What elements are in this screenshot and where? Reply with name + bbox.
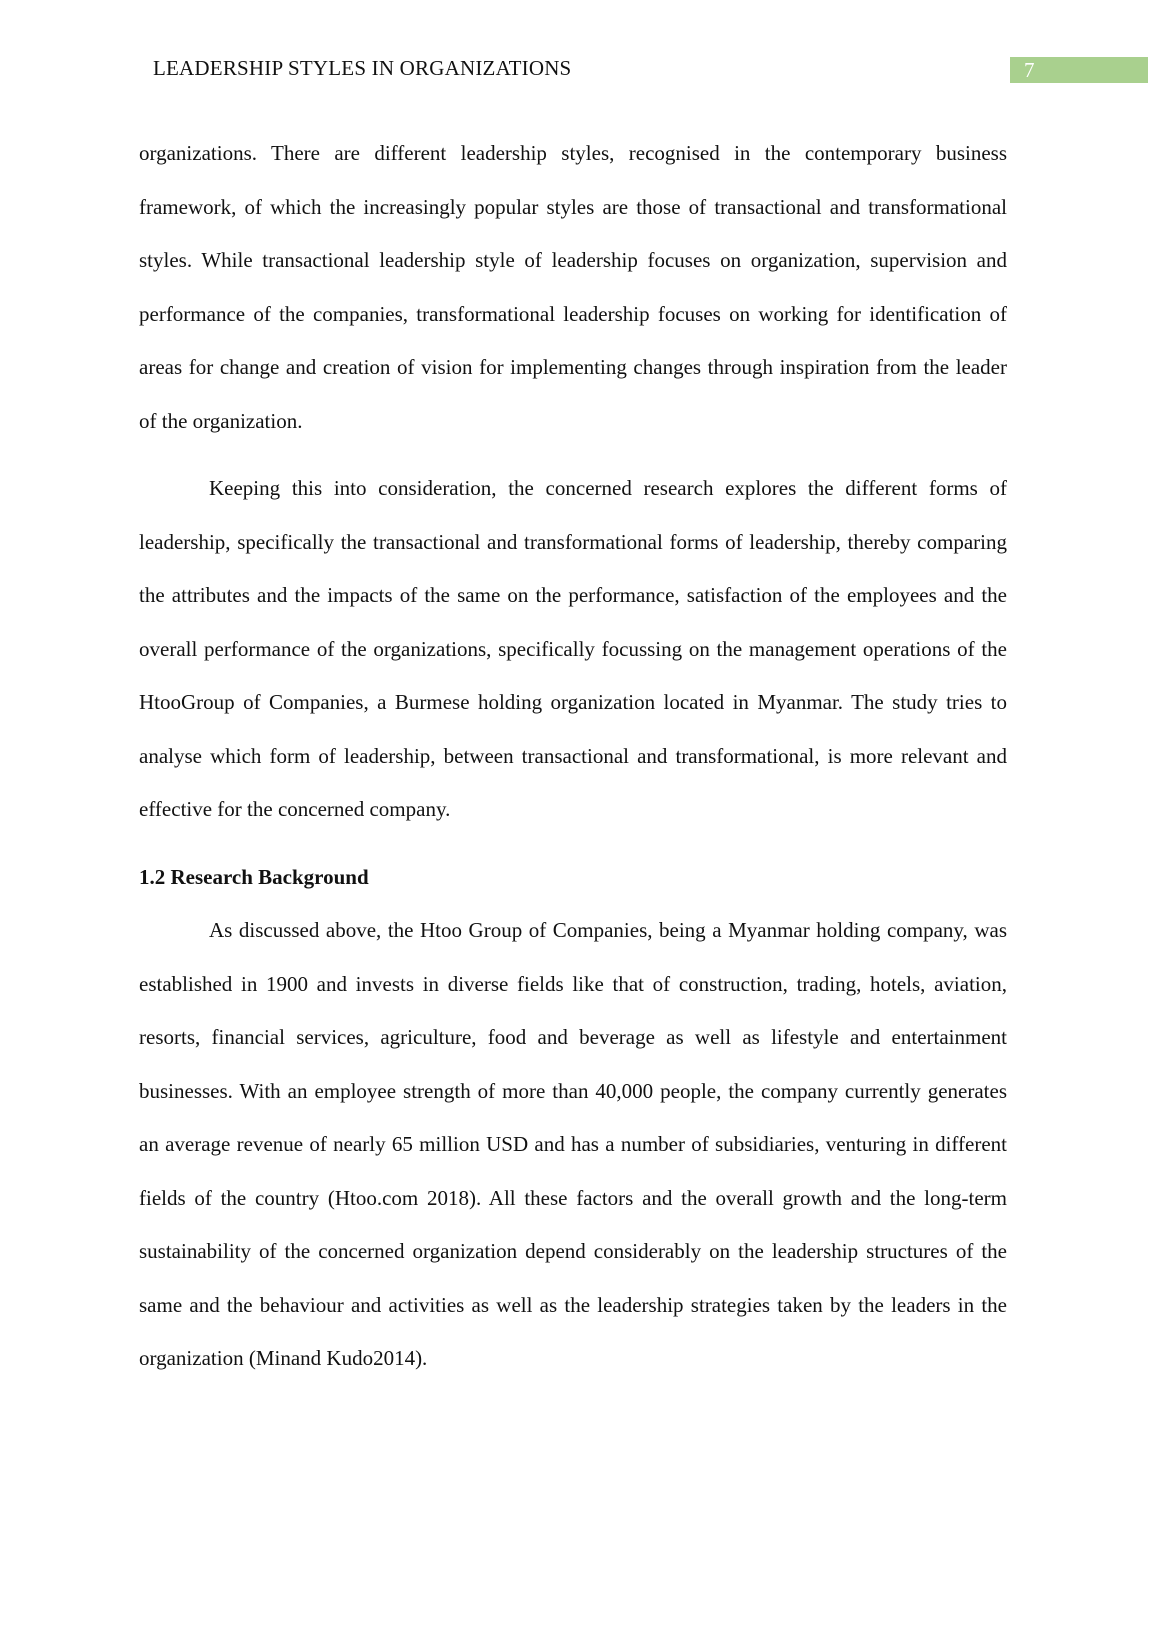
paragraph-spacer <box>139 837 1007 851</box>
paragraph-research-scope: Keeping this into consideration, the concerned research explores the different forms of leadership, specifically the transactional and transformational forms of leadership, thereby comparing the attributes and the impacts of the same on the performance, satisfaction of the employees and the overall performance of the organizations, specifically focussing on the management operations of the HtooGroup of Companies, a Burmese holding organization located in Myanmar. The study tries to analyse which form of leadership, between transactional and transformational, is more relevant and effective for the concerned company. <box>139 476 1007 821</box>
running-head: LEADERSHIP STYLES IN ORGANIZATIONS <box>153 56 572 80</box>
paragraph-research-background: As discussed above, the Htoo Group of Companies, being a Myanmar holding company, was established in 1900 and invests in diverse fields like that of construction, trading, hotels, aviation, resorts, financial services, agriculture, food and beverage as well as lifestyle and entertainment businesses. With an employee strength of more than 40,000 people, the company currently generates an average revenue of nearly 65 million USD and has a number of subsidiaries, venturing in different fields of the country (Htoo.com 2018). All these factors and the overall growth and the long-term sustainability of the concerned organization depend considerably on the leadership structures of the same and the behaviour and activities as well as the leadership strategies taken by the leaders in the organization (Minand Kudo2014). <box>139 918 1007 1370</box>
paragraph-spacer <box>139 448 1007 462</box>
section-heading: 1.2 Research Background <box>139 864 369 889</box>
document-body <box>139 127 1007 1386</box>
page-number-box <box>1010 57 1148 83</box>
page-number: 7 <box>1024 58 1035 82</box>
paragraph-intro-continued: organizations. There are different leadership styles, recognised in the contemporary business framework, of which the increasingly popular styles are those of transactional and transformational styles. While transactional leadership style of leadership focuses on organization, supervision and performance of the companies, transformational leadership focuses on working for identification of areas for change and creation of vision for implementing changes through inspiration from the leader of the organization. <box>139 141 1007 433</box>
